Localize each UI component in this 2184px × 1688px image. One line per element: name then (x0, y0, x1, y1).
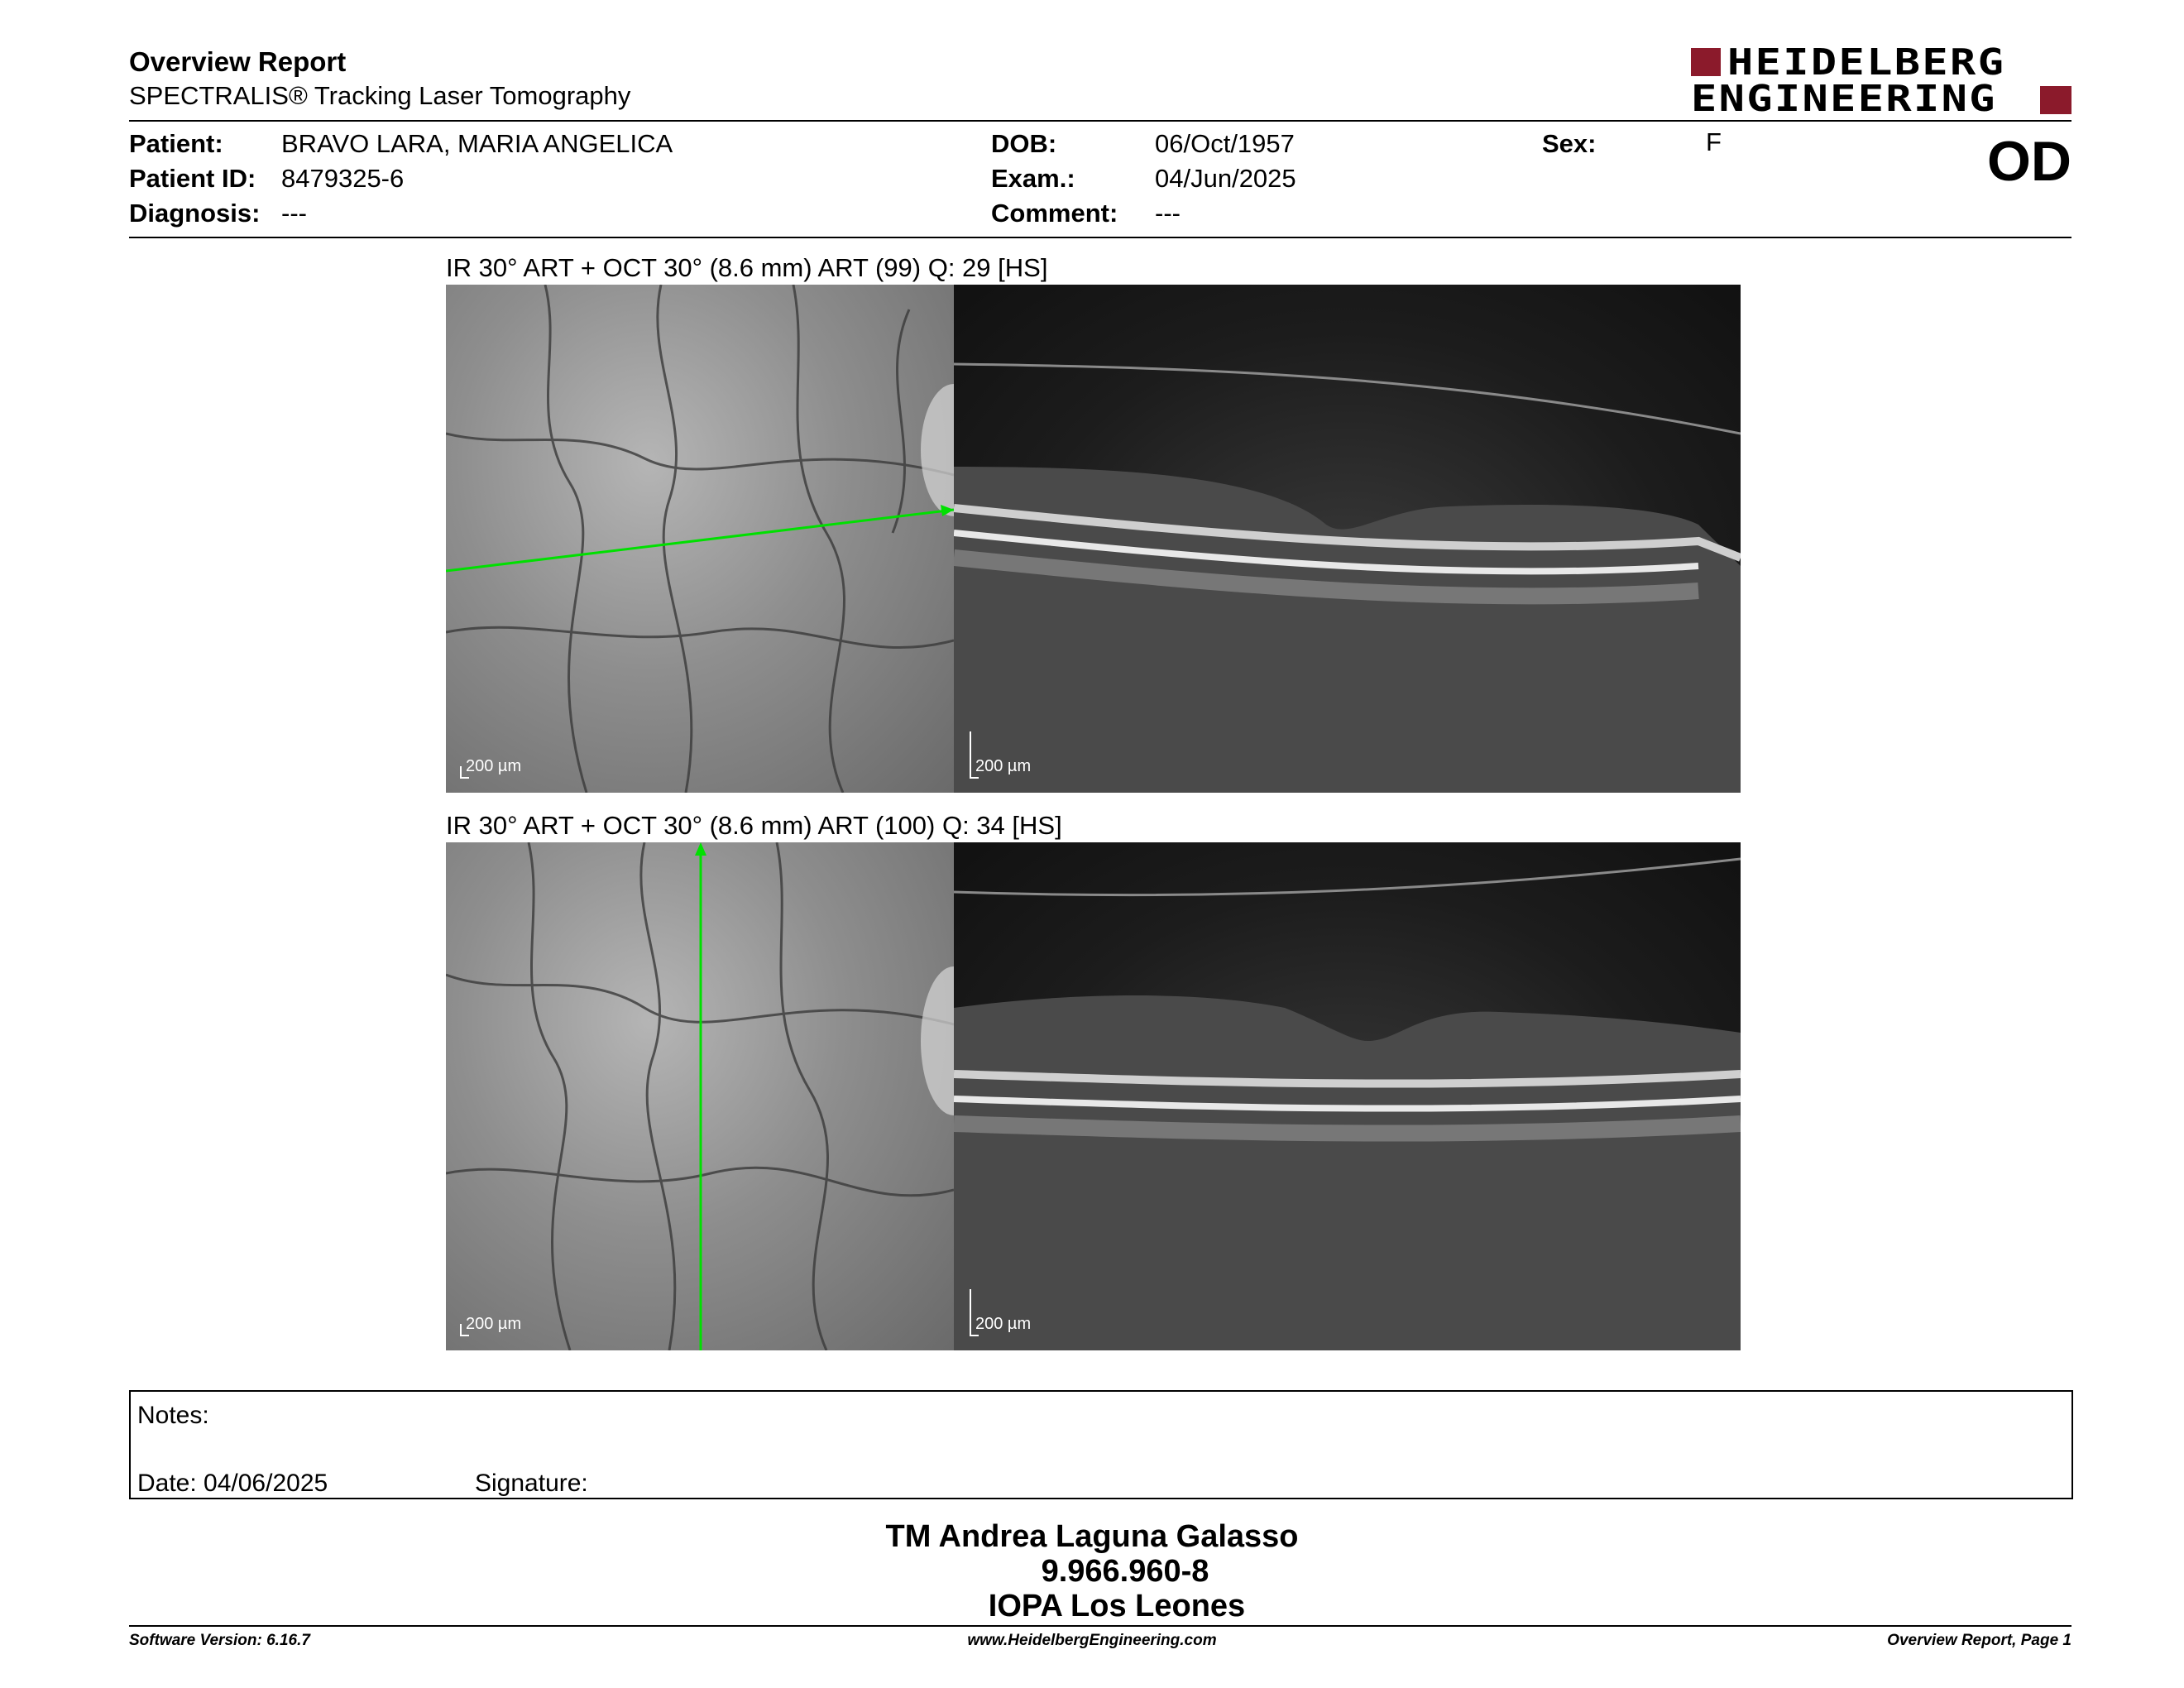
website-link[interactable]: www.HeidelbergEngineering.com (967, 1632, 1217, 1649)
patient-label: Patient: (129, 129, 223, 158)
scan1-ir-scale: 200 µm (466, 757, 522, 775)
scan1-ir-image (446, 285, 954, 793)
logo-accent-block-top (1691, 48, 1721, 76)
report-subtitle: SPECTRALIS® Tracking Laser Tomography (129, 81, 631, 110)
exam-label: Exam.: (991, 164, 1075, 193)
scan2-oct-image (954, 842, 1741, 1350)
patient-name: BRAVO LARA, MARIA ANGELICA (281, 129, 673, 158)
notes-label: Notes: (137, 1402, 209, 1429)
scan1-oct-image (954, 285, 1741, 793)
scan2-oct-layers (954, 842, 1741, 1350)
scan1-oct-layers (954, 285, 1741, 793)
footer-rule (129, 1625, 2071, 1627)
scan1-oct-scale: 200 µm (975, 757, 1032, 775)
dob-label: DOB: (991, 129, 1057, 158)
scan2-ir-vessels (446, 842, 954, 1350)
logo-accent-block-bottom (2040, 86, 2071, 114)
diagnosis-label: Diagnosis: (129, 199, 261, 228)
page-indicator: Overview Report, Page 1 (1887, 1632, 2071, 1649)
report-title: Overview Report (129, 46, 347, 77)
notes-box (129, 1390, 2073, 1499)
scan2-ir-scale: 200 µm (466, 1315, 522, 1333)
logo-line1: HEIDELBERG (1727, 41, 2006, 84)
sex-value: F (1706, 127, 1722, 156)
comment-value: --- (1155, 199, 1181, 228)
scan1-ir-vessels (446, 285, 954, 793)
notes-date: Date: 04/06/2025 (137, 1470, 328, 1497)
logo-line2: ENGINEERING (1691, 78, 1997, 120)
scan1-title: IR 30° ART + OCT 30° (8.6 mm) ART (99) Q: 29 [HS] (446, 253, 1048, 282)
eye-indicator: OD (1987, 130, 2071, 193)
heidelberg-logo (1691, 41, 2071, 120)
sex-label: Sex: (1542, 129, 1597, 158)
signatory-org: IOPA Los Leones (988, 1589, 1246, 1623)
signatory-id: 9.966.960-8 (1041, 1554, 1209, 1589)
scan2-title: IR 30° ART + OCT 30° (8.6 mm) ART (100) Q: 34 [HS] (446, 811, 1062, 840)
exam-value: 04/Jun/2025 (1155, 164, 1296, 193)
scan2-oct-scale: 200 µm (975, 1315, 1032, 1333)
patient-id-label: Patient ID: (129, 164, 256, 193)
scan1-scan-line (446, 510, 954, 571)
software-version: Software Version: 6.16.7 (129, 1632, 310, 1649)
diagnosis-value: --- (281, 199, 307, 228)
patient-rule (129, 237, 2071, 238)
signature-label: Signature: (475, 1470, 588, 1497)
comment-label: Comment: (991, 199, 1118, 228)
dob-value: 06/Oct/1957 (1155, 129, 1295, 158)
signatory-name: TM Andrea Laguna Galasso (885, 1519, 1299, 1554)
scan2-ir-image (446, 842, 954, 1350)
patient-id: 8479325-6 (281, 164, 405, 193)
header-rule (129, 120, 2071, 122)
